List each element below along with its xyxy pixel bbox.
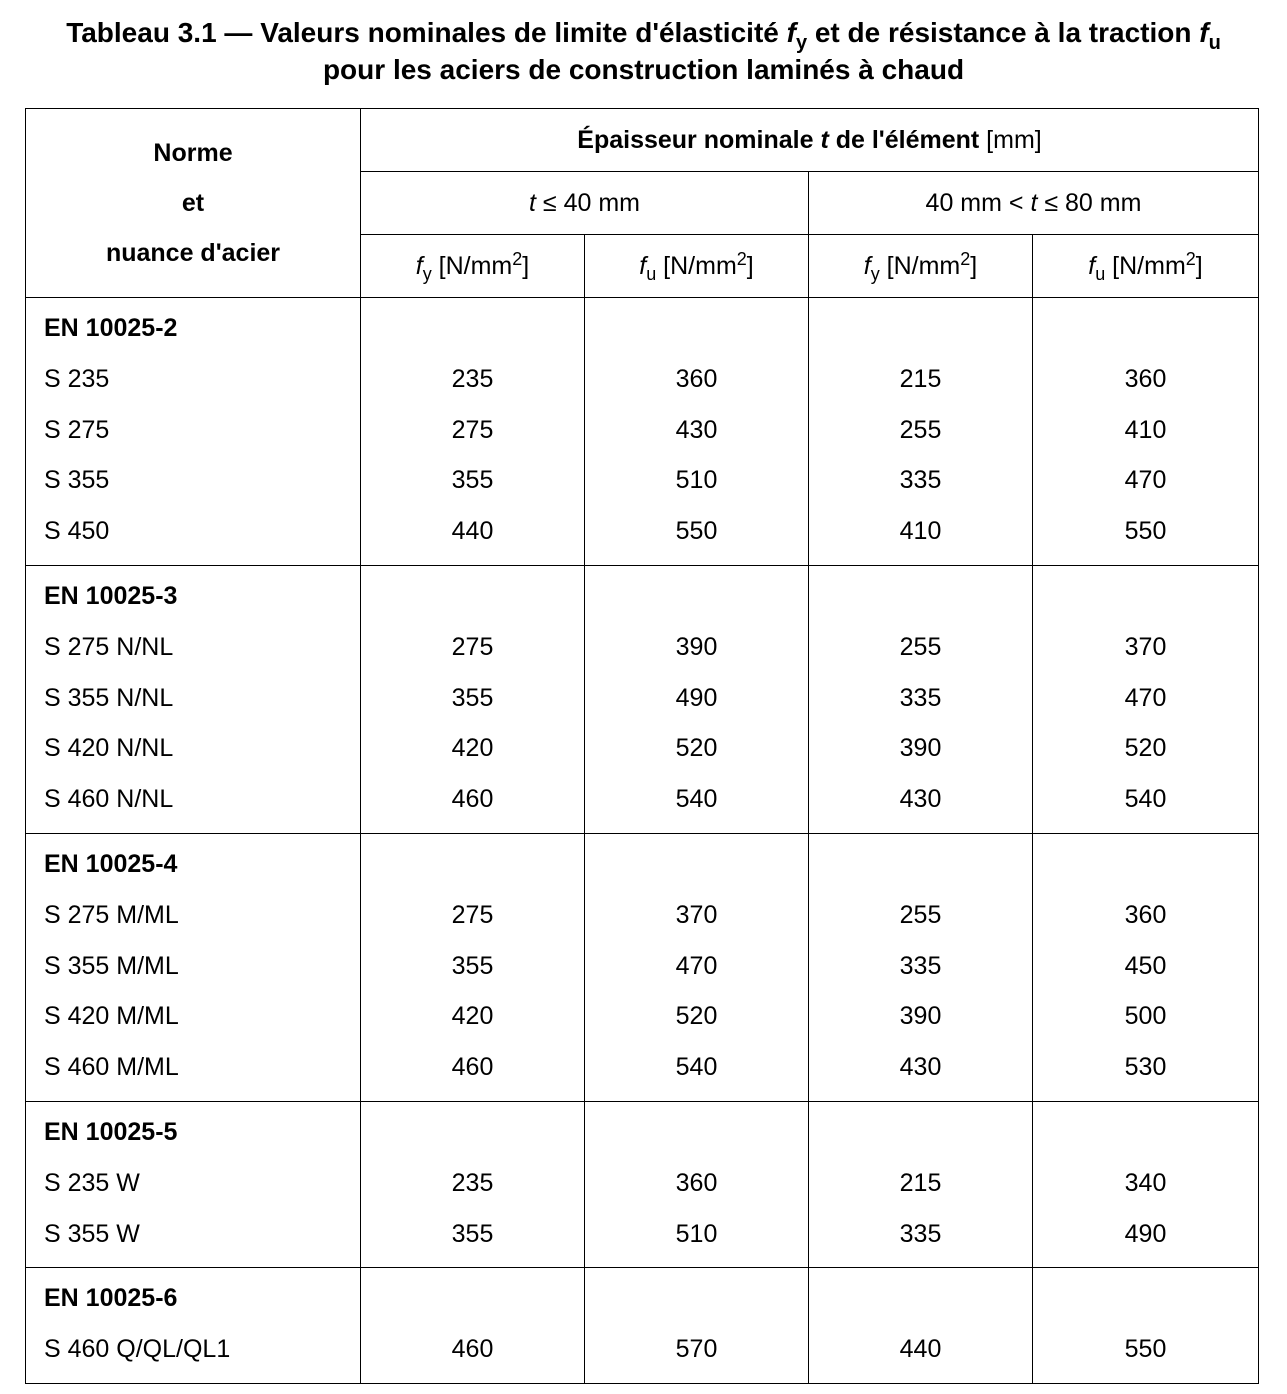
header-column-1 (361, 235, 585, 298)
column-symbol: f (639, 251, 647, 280)
caption-fy-sub: y (795, 32, 808, 54)
table-value: 215 (899, 364, 942, 393)
value-column-3-cell (809, 298, 1033, 566)
caption-fu-symbol: f (1199, 17, 1209, 48)
grade-names-cell (26, 833, 361, 1101)
caption-line-1 (0, 14, 1287, 54)
column-unit-close: ] (1195, 251, 1203, 280)
column-unit-sup: 2 (960, 248, 971, 269)
value-column-2-cell (585, 298, 809, 566)
header-column-3 (809, 235, 1033, 298)
header-range-text: 40 mm < (925, 188, 1024, 217)
column-unit-close: ] (746, 251, 754, 280)
header-norme-line: et (181, 189, 205, 217)
table-value: 550 (1124, 517, 1167, 546)
table-value: 335 (899, 466, 942, 495)
header-column-2 (585, 235, 809, 298)
table-value: 440 (899, 1335, 942, 1364)
table-body (26, 298, 1259, 1384)
column-unit: [N/mm (438, 251, 513, 280)
table-value: 430 (899, 785, 942, 814)
value-column-2-cell (585, 1268, 809, 1384)
table-value: 440 (451, 517, 494, 546)
steel-grade: S 235 (44, 364, 110, 393)
steel-grade: S 355 W (44, 1219, 140, 1248)
steel-grade: S 460 Q/QL/QL1 (44, 1335, 231, 1364)
table-value: 520 (675, 1002, 718, 1031)
value-column-4-cell (1033, 1101, 1259, 1267)
grade-names-cell (26, 1268, 361, 1384)
table-value: 255 (899, 415, 942, 444)
table-value: 460 (451, 785, 494, 814)
caption-prefix: Tableau 3.1 — Valeurs nominales de limite d'élasticité (66, 17, 779, 48)
steel-grade: S 235 W (44, 1168, 140, 1197)
header-thickness-symbol: t (820, 125, 829, 154)
table-value: 235 (451, 364, 494, 393)
header-range-symbol: t (529, 188, 536, 217)
value-column-3-cell (809, 1101, 1033, 1267)
header-range-2 (809, 172, 1259, 235)
standard-name: EN 10025-5 (44, 1117, 178, 1146)
table-value: 520 (1124, 734, 1167, 763)
steel-grade: S 275 M/ML (44, 900, 179, 929)
table-value: 410 (1124, 415, 1167, 444)
value-column-2-cell (585, 1101, 809, 1267)
column-symbol: f (415, 251, 423, 280)
table-value: 370 (675, 900, 718, 929)
table-caption (0, 14, 1287, 88)
column-symbol-sub: u (646, 263, 657, 284)
header-thickness-label: Épaisseur nominale (577, 125, 814, 154)
table-value: 520 (675, 734, 718, 763)
table-value: 570 (675, 1335, 718, 1364)
table-value: 510 (675, 466, 718, 495)
standard-name: EN 10025-6 (44, 1284, 178, 1313)
header-column-4 (1033, 235, 1259, 298)
table-value: 550 (1124, 1335, 1167, 1364)
header-range-text: ≤ 40 mm (542, 188, 640, 217)
caption-fy-symbol: f (786, 17, 796, 48)
table-value: 275 (451, 415, 494, 444)
table-header (26, 109, 1259, 298)
table-value: 430 (899, 1053, 942, 1082)
header-thickness-rest: de l'élément (835, 125, 980, 154)
column-symbol: f (1088, 251, 1096, 280)
table-value: 335 (899, 1219, 942, 1248)
table-value: 470 (1124, 683, 1167, 712)
standard-group-row (26, 1101, 1259, 1267)
table-value: 360 (675, 364, 718, 393)
column-symbol-sub: y (422, 263, 432, 284)
steel-grade: S 460 M/ML (44, 1053, 179, 1082)
value-column-1-cell (361, 833, 585, 1101)
column-unit-sup: 2 (736, 248, 747, 269)
table-value: 540 (1124, 785, 1167, 814)
table-value: 420 (451, 1002, 494, 1031)
steel-properties-table (25, 108, 1259, 1384)
table-value: 370 (1124, 632, 1167, 661)
table-value: 490 (1124, 1219, 1167, 1248)
caption-middle: et de résistance à la traction (814, 17, 1192, 48)
grade-names-cell (26, 298, 361, 566)
table-value: 355 (451, 683, 494, 712)
table-value: 355 (451, 1219, 494, 1248)
table-value: 335 (899, 951, 942, 980)
value-column-2-cell (585, 833, 809, 1101)
header-norme (26, 109, 361, 298)
table-value: 420 (451, 734, 494, 763)
table-value: 255 (899, 632, 942, 661)
standard-name: EN 10025-4 (44, 849, 178, 878)
standard-group-row (26, 298, 1259, 566)
header-thickness-unit: [mm] (986, 125, 1042, 154)
steel-grade: S 355 N/NL (44, 683, 174, 712)
steel-grade: S 275 (44, 415, 110, 444)
table-value: 460 (451, 1053, 494, 1082)
value-column-3-cell (809, 1268, 1033, 1384)
column-unit: [N/mm (663, 251, 737, 280)
table-value: 355 (451, 466, 494, 495)
standard-group-row (26, 833, 1259, 1101)
table-value: 540 (675, 785, 718, 814)
table-value: 360 (1124, 900, 1167, 929)
table-value: 500 (1124, 1002, 1167, 1031)
header-thickness (361, 109, 1259, 172)
header-norme-line: nuance d'acier (105, 239, 281, 267)
value-column-4-cell (1033, 833, 1259, 1101)
table-value: 450 (1124, 951, 1167, 980)
header-range-1 (361, 172, 809, 235)
column-unit-sup: 2 (1185, 248, 1196, 269)
header-range-symbol: t (1030, 188, 1038, 217)
table-value: 530 (1124, 1053, 1167, 1082)
table-value: 215 (899, 1168, 942, 1197)
table-value: 235 (451, 1168, 494, 1197)
table-value: 275 (451, 632, 494, 661)
value-column-4-cell (1033, 565, 1259, 833)
value-column-3-cell (809, 833, 1033, 1101)
table-value: 360 (675, 1168, 718, 1197)
steel-grade: S 450 (44, 517, 110, 546)
steel-grade: S 355 (44, 466, 110, 495)
table-value: 410 (899, 517, 942, 546)
column-unit-sup: 2 (512, 248, 523, 269)
column-unit: [N/mm (886, 251, 961, 280)
standard-name: EN 10025-3 (44, 581, 178, 610)
table-value: 390 (899, 1002, 942, 1031)
caption-line-2: pour les aciers de construction laminés à chaud (322, 54, 965, 85)
table-value: 490 (675, 683, 718, 712)
table-value: 255 (899, 900, 942, 929)
table-value: 430 (675, 415, 718, 444)
table-value: 360 (1124, 364, 1167, 393)
table-value: 470 (1124, 466, 1167, 495)
standard-group-row (26, 565, 1259, 833)
caption-fu-sub: u (1208, 32, 1221, 54)
value-column-1-cell (361, 1101, 585, 1267)
table-value: 470 (675, 951, 718, 980)
table-value: 390 (675, 632, 718, 661)
steel-grade: S 275 N/NL (44, 632, 174, 661)
table-value: 390 (899, 734, 942, 763)
table-value: 355 (451, 951, 494, 980)
steel-grade: S 420 N/NL (44, 734, 174, 763)
standard-name: EN 10025-2 (44, 314, 178, 342)
steel-grade: S 460 N/NL (44, 785, 174, 814)
table-value: 340 (1124, 1168, 1167, 1197)
column-unit-close: ] (522, 251, 530, 280)
column-symbol: f (863, 251, 871, 280)
column-symbol-sub: y (870, 263, 880, 284)
value-column-4-cell (1033, 298, 1259, 566)
value-column-2-cell (585, 565, 809, 833)
table-value: 275 (451, 900, 494, 929)
column-unit-close: ] (970, 251, 978, 280)
table-value: 460 (451, 1335, 494, 1364)
grade-names-cell (26, 565, 361, 833)
standard-group-row (26, 1268, 1259, 1384)
steel-grade: S 355 M/ML (44, 951, 179, 980)
value-column-1-cell (361, 1268, 585, 1384)
table-value: 540 (675, 1053, 718, 1082)
steel-grade: S 420 M/ML (44, 1002, 179, 1031)
value-column-4-cell (1033, 1268, 1259, 1384)
table-value: 550 (675, 517, 718, 546)
table-value: 335 (899, 683, 942, 712)
grade-names-cell (26, 1101, 361, 1267)
value-column-3-cell (809, 565, 1033, 833)
column-symbol-sub: u (1095, 263, 1106, 284)
header-range-text: ≤ 80 mm (1044, 188, 1142, 217)
value-column-1-cell (361, 565, 585, 833)
column-unit: [N/mm (1112, 251, 1186, 280)
table-value: 510 (675, 1219, 718, 1248)
header-norme-line: Norme (153, 139, 233, 167)
value-column-1-cell (361, 298, 585, 566)
